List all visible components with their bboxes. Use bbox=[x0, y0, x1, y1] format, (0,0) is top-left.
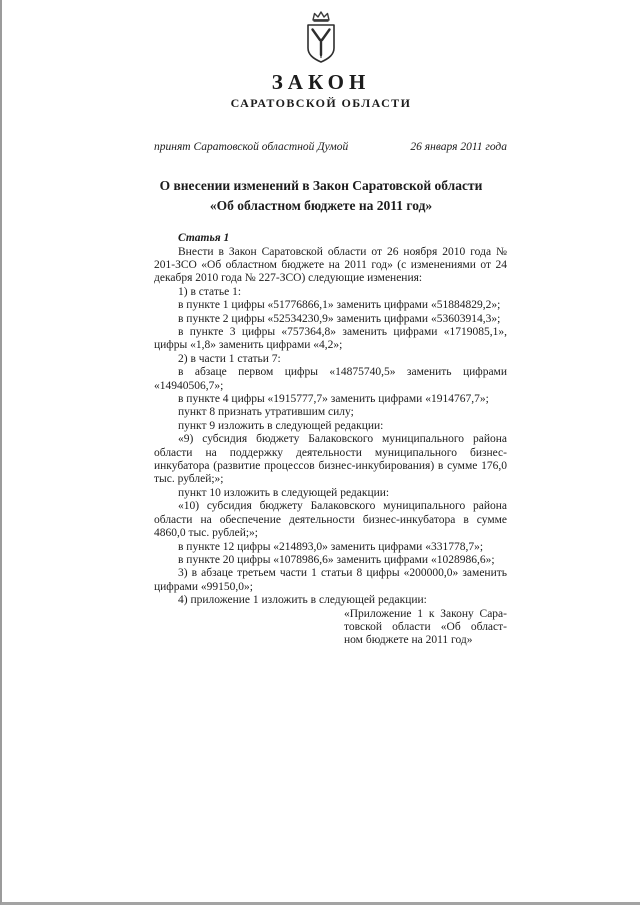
adoption-date: 26 января 2011 года bbox=[410, 141, 507, 154]
amendment-paragraph: пункт 10 изложить в следующей редакции: bbox=[178, 486, 390, 499]
amendment-paragraph: пункт 9 изложить в следующей редакции: bbox=[178, 419, 384, 432]
appendix-reference bbox=[344, 608, 507, 648]
appendix-reference-line: товской области «Об област- bbox=[344, 620, 507, 633]
amendment-paragraph: в пункте 3 цифры «757364,8» заменить цифрами «1719085,1», цифры «1,8» заменить цифрами «4,2»; bbox=[154, 326, 507, 352]
adoption-row bbox=[154, 141, 507, 153]
document-kind-heading: ЗАКОН bbox=[271, 70, 371, 94]
amendment-paragraph: Внести в Закон Саратовской области от 26 ноября 2010 года № 201-ЗСО «Об областном бюджете на 2011 год» (с изменениями от 24 декабря 2010 года № 227-ЗСО) следующие изменения: bbox=[154, 245, 507, 285]
amendment-paragraph: в пункте 2 цифры «52534230,9» заменить цифрами «53603914,3»; bbox=[178, 312, 501, 325]
amendment-paragraph: 4) приложение 1 изложить в следующей редакции: bbox=[178, 594, 427, 607]
amendment-paragraphs bbox=[154, 246, 507, 608]
document-body bbox=[154, 232, 507, 648]
appendix-reference-line: ном бюджете на 2011 год» bbox=[344, 634, 473, 647]
amendment-paragraph: 1) в статье 1: bbox=[178, 285, 242, 298]
amendment-paragraph: «9) субсидия бюджету Балаковского муниципального района области на поддержку деятельности муниципального бизнес-инкубатора (развитие процессов бизнес-инкубирования) в сумме 176,0 тыс. рублей;»; bbox=[154, 433, 507, 486]
article-1-heading: Статья 1 bbox=[178, 232, 230, 245]
amendment-paragraph: в абзаце первом цифры «14875740,5» заменить цифрами «14940506,7»; bbox=[154, 366, 507, 392]
amendment-paragraph: в пункте 4 цифры «1915777,7» заменить цифрами «1914767,7»; bbox=[178, 393, 489, 406]
document-title bbox=[2, 176, 640, 215]
saratov-oblast-coat-of-arms-icon bbox=[299, 10, 343, 64]
appendix-reference-line: «Приложение 1 к Закону Сара- bbox=[344, 607, 507, 620]
amendment-paragraph: пункт 8 признать утратившим силу; bbox=[178, 406, 354, 419]
amendment-paragraph: в пункте 20 цифры «1078986,6» заменить цифрами «1028986,6»; bbox=[178, 553, 495, 566]
document-title-line1: О внесении изменений в Закон Саратовской области bbox=[159, 178, 483, 194]
region-heading: САРАТОВСКОЙ ОБЛАСТИ bbox=[230, 96, 412, 111]
document-title-line2: «Об областном бюджете на 2011 год» bbox=[209, 197, 433, 213]
amendment-paragraph: «10) субсидия бюджету Балаковского муниципального района области на обеспечение деятельности бизнес-инкубатора в сумме 4860,0 тыс. рублей;»; bbox=[154, 500, 507, 540]
adopted-by-text: принят Саратовской областной Думой bbox=[154, 141, 349, 154]
amendment-paragraph: 3) в абзаце третьем части 1 статьи 8 цифры «200000,0» заменить цифрами «99150,0»; bbox=[154, 567, 507, 593]
amendment-paragraph: в пункте 12 цифры «214893,0» заменить цифрами «331778,7»; bbox=[178, 540, 484, 553]
amendment-paragraph: в пункте 1 цифры «51776866,1» заменить цифрами «51884829,2»; bbox=[178, 299, 501, 312]
emblem-container bbox=[2, 0, 640, 64]
amendment-paragraph: 2) в части 1 статьи 7: bbox=[178, 352, 281, 365]
